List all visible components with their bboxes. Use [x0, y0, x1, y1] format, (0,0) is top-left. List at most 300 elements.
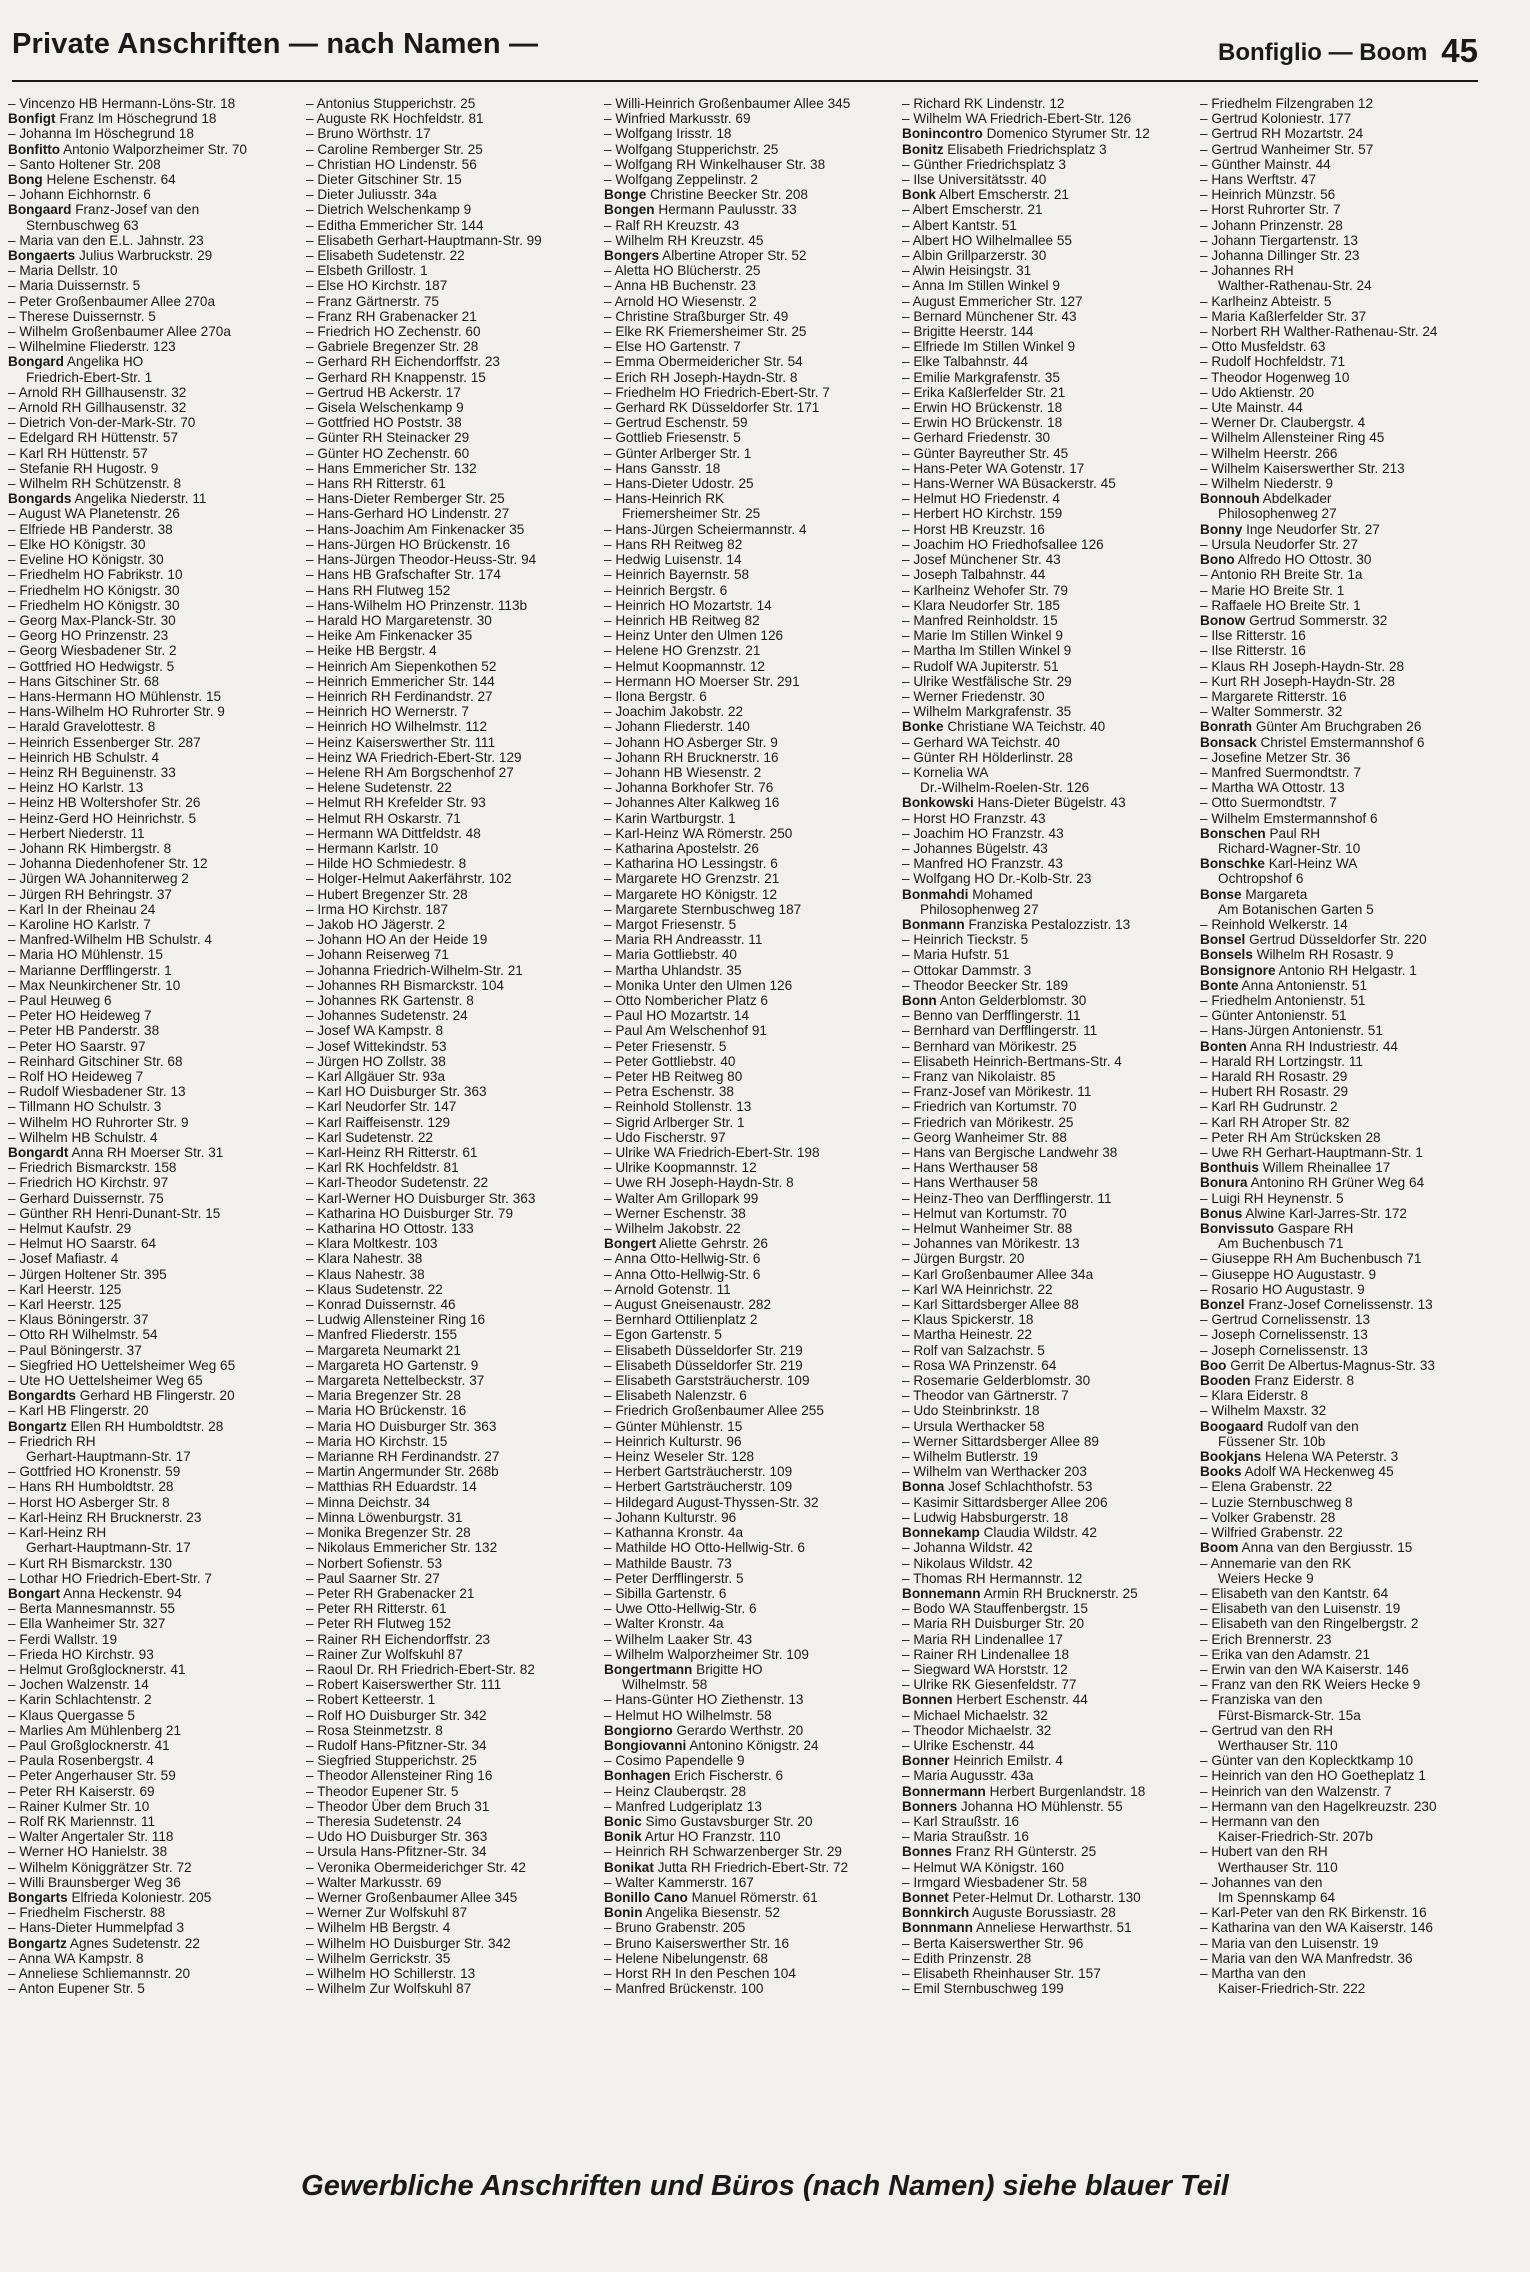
directory-entry: – Theodor Allensteiner Ring 16: [306, 1768, 493, 1784]
directory-entry: – Georg Max-Planck-Str. 30: [8, 612, 176, 628]
directory-entry: – Wilhelm Butlerstr. 19: [902, 1449, 1038, 1465]
directory-entry: Bonner Heinrich Emilstr. 4: [902, 1753, 1063, 1769]
directory-entry: – Friedrich Großenbaumer Allee 255: [604, 1403, 824, 1419]
directory-entry: – Giuseppe HO Augustastr. 9: [1200, 1266, 1377, 1282]
directory-entry: – Margarete HO Grenzstr. 21: [604, 871, 780, 887]
directory-entry: – Heinrich HO Mozartstr. 14: [604, 597, 772, 613]
directory-entry: – Hans Gansstr. 18: [604, 460, 721, 476]
directory-entry: – Hildegard August-Thyssen-Str. 32: [604, 1494, 819, 1510]
directory-entry: – Udo HO Duisburger Str. 363: [306, 1829, 488, 1845]
directory-entry: Kaiser-Friedrich-Str. 222: [1218, 1981, 1366, 1997]
directory-entry: – Anna Otto-Hellwig-Str. 6: [604, 1266, 761, 1282]
directory-entry: – Willi-Heinrich Großenbaumer Allee 345: [604, 96, 851, 111]
directory-entry: – Gisela Welschenkamp 9: [306, 400, 464, 416]
directory-entry: – Reinhold Stollenstr. 13: [604, 1099, 752, 1115]
directory-entry: – Arnold Gotenstr. 11: [604, 1281, 731, 1297]
directory-entry: – Reinhold Welkerstr. 14: [1200, 916, 1348, 932]
directory-entry: Friedrich-Ebert-Str. 1: [26, 369, 153, 385]
directory-entry: – Günther Friedrichsplatz 3: [902, 156, 1066, 172]
directory-entry: – Heinz Clauberqstr. 28: [604, 1783, 747, 1799]
column-4: [902, 96, 1192, 2151]
directory-entry: – Walter Markusstr. 69: [306, 1874, 442, 1890]
directory-entry: Bonhagen Erich Fischerstr. 6: [604, 1768, 784, 1784]
directory-entry: Bonnkirch Auguste Borussiastr. 28: [902, 1905, 1116, 1921]
directory-entry: – Franz RH Grabenacker 21: [306, 308, 477, 324]
directory-entry: – Peter RH Kaiserstr. 69: [8, 1783, 155, 1799]
directory-entry: – Caroline Remberger Str. 25: [306, 141, 483, 157]
directory-entry: – Harald RH Rosastr. 29: [1200, 1069, 1348, 1084]
directory-entry: – Hans RH Ritterstr. 61: [306, 476, 446, 492]
directory-entry: – August WA Planetenstr. 26: [8, 506, 180, 522]
directory-entry: – Heinrich RH Schwarzenberger Str. 29: [604, 1844, 842, 1860]
directory-entry: – Anna HB Buchenstr. 23: [604, 278, 756, 294]
directory-entry: – Heike Am Finkenacker 35: [306, 628, 473, 644]
directory-entry: – Bodo WA Stauffenbergstr. 15: [902, 1601, 1088, 1617]
directory-entry: – Martin Angermunder Str. 268b: [306, 1464, 499, 1480]
directory-entry: – Heinrich van den Walzenstr. 7: [1200, 1783, 1392, 1799]
directory-entry: – Günter RH Steinacker 29: [306, 430, 470, 446]
directory-entry: – Wilhelm HB Schulstr. 4: [8, 1129, 158, 1145]
directory-entry: – Helmut Koopmannstr. 12: [604, 658, 765, 674]
directory-entry: – Johanna Im Höschegrund 18: [8, 126, 194, 142]
directory-entry: – Hans Emmericher Str. 132: [306, 460, 477, 476]
directory-entry: – Karl-Heinz RH Brucknerstr. 23: [8, 1509, 202, 1525]
directory-entry: – Maria HO Kirchstr. 15: [306, 1433, 448, 1449]
directory-entry: Bongartz Agnes Sudetenstr. 22: [8, 1935, 200, 1951]
directory-entry: – Horst Ruhrorter Str. 7: [1200, 202, 1341, 218]
directory-entry: Am Buchenbusch 71: [1218, 1236, 1344, 1252]
directory-entry: – Uwe Otto-Hellwig-Str. 6: [604, 1601, 757, 1617]
directory-entry: – Otto Suermondtstr. 7: [1200, 795, 1337, 811]
directory-entry: – Wilhelm van Werthacker 203: [902, 1464, 1087, 1480]
directory-entry: – Theodor Beecker Str. 189: [902, 977, 1068, 993]
directory-entry: – Johanna Wildstr. 42: [902, 1540, 1033, 1556]
directory-entry: – Gerhard Duissernstr. 75: [8, 1190, 164, 1206]
directory-entry: – Günther RH Henri-Dunant-Str. 15: [8, 1205, 221, 1221]
directory-entry: – Werner Zur Wolfskuhl 87: [306, 1905, 468, 1921]
directory-entry: – Johannes RK Gartenstr. 8: [306, 992, 474, 1008]
directory-entry: Bong Helene Eschenstr. 64: [8, 172, 176, 188]
directory-entry: – Paul Am Welschenhof 91: [604, 1023, 767, 1039]
directory-entry: – Matthias RH Eduardstr. 14: [306, 1479, 477, 1495]
directory-entry: – Arnold HO Wiesenstr. 2: [604, 293, 757, 309]
directory-entry: – Jochen Walzenstr. 14: [8, 1677, 149, 1693]
directory-entry: – Maria van den Luisenstr. 19: [1200, 1935, 1379, 1951]
directory-entry: – Rainer Zur Wolfskuhl 87: [306, 1646, 463, 1662]
directory-entry: – Tillmann HO Schulstr. 3: [8, 1099, 162, 1115]
directory-entry: – Joseph Cornelissenstr. 13: [1200, 1342, 1368, 1358]
directory-entry: – Friedrich RH: [8, 1433, 96, 1449]
directory-entry: – Georg Wanheimer Str. 88: [902, 1129, 1067, 1145]
directory-entry: – Peter Friesenstr. 5: [604, 1038, 727, 1054]
directory-entry: – Joseph Talbahnstr. 44: [902, 567, 1046, 583]
directory-entry: – Wilhelm Walporzheimer Str. 109: [604, 1646, 809, 1662]
directory-entry: – Erich Brennerstr. 23: [1200, 1631, 1332, 1647]
directory-entry: – Hans Werthauser 58: [902, 1175, 1038, 1191]
directory-entry: – Berta Mannesmannstr. 55: [8, 1601, 175, 1617]
directory-entry: – Berta Kaiserswerther Str. 96: [902, 1935, 1084, 1951]
section-title: Private Anschriften — nach Namen —: [12, 28, 539, 60]
directory-entry: – Peter Derfflingerstr. 5: [604, 1570, 744, 1586]
directory-entry: – Udo Steinbrinkstr. 18: [902, 1403, 1040, 1419]
footer-note: Gewerbliche Anschriften und Büros (nach Namen) siehe blauer Teil: [301, 2170, 1229, 2202]
directory-entry: – Luigi RH Heynenstr. 5: [1200, 1190, 1344, 1206]
directory-entry: Bonfigt Franz Im Höschegrund 18: [8, 111, 217, 127]
column-3: [604, 96, 894, 2151]
directory-entry: – Brigitte Heerstr. 144: [902, 324, 1034, 340]
directory-entry: – Manfred HO Franzstr. 43: [902, 856, 1063, 872]
directory-entry: – Josef Münchener Str. 43: [902, 552, 1061, 568]
directory-entry: – Wolfgang Irisstr. 18: [604, 126, 732, 142]
directory-entry: – Hans-Jürgen Theodor-Heuss-Str. 94: [306, 552, 537, 568]
directory-entry: – Winfried Markusstr. 69: [604, 111, 751, 127]
directory-entry: Bongiovanni Antonino Königstr. 24: [604, 1737, 819, 1753]
directory-entry: – Karl-Heinz RH Ritterstr. 61: [306, 1145, 478, 1161]
directory-entry: – Paul Saarner Str. 27: [306, 1570, 440, 1586]
directory-entry: – Karl-Heinz RH: [8, 1525, 107, 1541]
directory-entry: – Minna Löwenburgstr. 31: [306, 1509, 463, 1525]
directory-entry: – Wilhelm Niederstr. 9: [1200, 476, 1333, 492]
directory-entry: – Gottfried HO Hedwigstr. 5: [8, 658, 175, 674]
directory-entry: – Karin Wartburgstr. 1: [604, 810, 736, 826]
directory-entry: – Hans Gitschiner Str. 68: [8, 673, 160, 689]
directory-entry: – Marianne Derfflingerstr. 1: [8, 962, 172, 978]
directory-entry: – Günter Mühlenstr. 15: [604, 1418, 743, 1434]
directory-entry: – Wilhelm RH Schützenstr. 8: [8, 476, 182, 492]
directory-entry: Bonik Artur HO Franzstr. 110: [604, 1829, 781, 1845]
directory-entry: Bonschke Karl-Heinz WA: [1200, 856, 1358, 872]
directory-entry: – Petra Eschenstr. 38: [604, 1084, 734, 1100]
directory-entry: – Ursula Hans-Pfitzner-Str. 34: [306, 1844, 487, 1860]
directory-entry: – Manfred Reinholdstr. 15: [902, 612, 1058, 628]
directory-entry: – Maria Gottliebstr. 40: [604, 947, 737, 963]
directory-entry: – Ludwig Habsburgerstr. 18: [902, 1509, 1069, 1525]
directory-entry: – Maria van den E.L. Jahnstr. 23: [8, 232, 204, 248]
directory-entry: – Helene HO Grenzstr. 21: [604, 643, 761, 659]
directory-entry: Bonk Albert Emscherstr. 21: [902, 187, 1069, 203]
directory-entry: – Egon Gartenstr. 5: [604, 1327, 722, 1343]
directory-entry: – Manfred Ludgeriplatz 13: [604, 1798, 762, 1814]
directory-entry: – Helmut van Kortumstr. 70: [902, 1205, 1067, 1221]
directory-entry: – Friedrich HO Zechenstr. 60: [306, 324, 481, 340]
directory-entry: – Günter HO Zechenstr. 60: [306, 445, 470, 461]
directory-entry: Bonschen Paul RH: [1200, 825, 1321, 841]
directory-entry: – Elisabeth van den Kantstr. 64: [1200, 1585, 1389, 1601]
directory-entry: – Monika Bregenzer Str. 28: [306, 1525, 471, 1541]
directory-entry: – Christian HO Lindenstr. 56: [306, 156, 477, 172]
directory-entry: – Johann Eichhornstr. 6: [8, 187, 151, 203]
directory-entry: – Klara Nahestr. 38: [306, 1251, 423, 1267]
directory-entry: Bonus Alwine Karl-Jarres-Str. 172: [1200, 1205, 1407, 1221]
directory-entry: – Johannes Bügelstr. 43: [902, 840, 1048, 856]
directory-entry: Bongart Anna Heckenstr. 94: [8, 1585, 182, 1601]
directory-entry: Im Spennskamp 64: [1218, 1889, 1336, 1905]
directory-entry: – Anneliese Schliemannstr. 20: [8, 1965, 191, 1981]
directory-entry: – Karl Sudetenstr. 22: [306, 1129, 433, 1145]
directory-entry: – Hans-Dieter Udostr. 25: [604, 476, 754, 492]
directory-entry: – Karl RH Hüttenstr. 57: [8, 445, 148, 461]
directory-entry: – Maria Kaßlerfelder Str. 37: [1200, 308, 1367, 324]
directory-entry: – Rolf RK Mariennstr. 11: [8, 1813, 156, 1829]
directory-entry: – Elsbeth Grillostr. 1: [306, 263, 428, 279]
directory-entry: – Helmut Kaufstr. 29: [8, 1221, 132, 1237]
directory-entry: Bonners Johanna HO Mühlenstr. 55: [902, 1798, 1123, 1814]
directory-entry: Bongards Angelika Niederstr. 11: [8, 491, 207, 507]
directory-entry: Bonkowski Hans-Dieter Bügelstr. 43: [902, 795, 1126, 811]
directory-entry: – Heinz Kaiserswerther Str. 111: [306, 734, 496, 750]
directory-entry: – Horst HO Franzstr. 43: [902, 810, 1046, 826]
directory-entry: – Elisabeth Heinrich-Bertmans-Str. 4: [902, 1053, 1122, 1069]
directory-entry: – Peter HB Reitweg 80: [604, 1069, 743, 1084]
directory-entry: – Margarete Ritterstr. 16: [1200, 688, 1347, 704]
directory-entry: – Maria Hufstr. 51: [902, 947, 1010, 963]
directory-entry: Bonrath Günter Am Bruchgraben 26: [1200, 719, 1422, 735]
directory-entry: – Wilhelm Kaiserswerther Str. 213: [1200, 460, 1405, 476]
directory-entry: – Johann HO Asberger Str. 9: [604, 734, 778, 750]
directory-entry: – Kasimir Sittardsberger Allee 206: [902, 1494, 1108, 1510]
directory-entry: – Gertrud RH Mozartstr. 24: [1200, 126, 1364, 142]
directory-entry: – Günter Bayreuther Str. 45: [902, 445, 1069, 461]
directory-entry: – Wilhelm Emstermannshof 6: [1200, 810, 1378, 826]
directory-entry: – Thomas RH Hermannstr. 12: [902, 1570, 1083, 1586]
directory-entry: – Else HO Gartenstr. 7: [604, 339, 741, 355]
directory-entry: – Hans RH Flutweg 152: [306, 582, 451, 598]
directory-entry: – Franz van Nikolaistr. 85: [902, 1069, 1056, 1084]
directory-entry: – Karl-Peter van den RK Birkenstr. 16: [1200, 1905, 1427, 1921]
directory-entry: – Margareta Nettelbeckstr. 37: [306, 1373, 485, 1389]
directory-entry: – Edelgard RH Hüttenstr. 57: [8, 430, 179, 446]
directory-entry: – Günter Arlberger Str. 1: [604, 445, 752, 461]
directory-entry: – Johanna Dillinger Str. 23: [1200, 248, 1360, 264]
directory-entry: – Theodor Michaelstr. 32: [902, 1722, 1052, 1738]
directory-entry: – Herbert Gartsträucherstr. 109: [604, 1464, 793, 1480]
directory-entry: – Klaus RH Joseph-Haydn-Str. 28: [1200, 658, 1405, 674]
directory-entry: – Hans HB Grafschafter Str. 174: [306, 567, 501, 583]
directory-entry: – Manfred Suermondtstr. 7: [1200, 764, 1361, 780]
directory-entry: – Eveline HO Königstr. 30: [8, 552, 164, 568]
directory-entry: – Jürgen HO Zollstr. 38: [306, 1053, 446, 1069]
directory-entry: – Walter Kronstr. 4a: [604, 1616, 724, 1632]
directory-entry: – Heinrich Kulturstr. 96: [604, 1433, 742, 1449]
directory-entry: Bonic Simo Gustavsburger Str. 20: [604, 1813, 813, 1829]
directory-entry: – Rolf HO Heideweg 7: [8, 1069, 144, 1084]
directory-entry: – Wilhelm Laaker Str. 43: [604, 1631, 753, 1647]
directory-entry: – Hans-Gerhard HO Lindenstr. 27: [306, 506, 510, 522]
directory-entry: – Reinhard Gitschiner Str. 68: [8, 1053, 183, 1069]
directory-entry: – Theodor Hogenweg 10: [1200, 369, 1350, 385]
directory-entry: – Helmut WA Königstr. 160: [902, 1859, 1064, 1875]
directory-entry: – Hans-Jürgen Scheiermannstr. 4: [604, 521, 807, 537]
directory-entry: Bonin Angelika Biesenstr. 52: [604, 1905, 781, 1921]
directory-entry: – Ulrike Eschenstr. 44: [902, 1737, 1035, 1753]
directory-entry: – Arnold RH Gillhausenstr. 32: [8, 400, 187, 416]
directory-entry: – Ute Mainstr. 44: [1200, 400, 1303, 416]
directory-entry: – Norbert Sofienstr. 53: [306, 1555, 443, 1571]
directory-entry: – Albert Kantstr. 51: [902, 217, 1017, 233]
directory-entry: – Martha Uhlandstr. 35: [604, 962, 742, 978]
directory-entry: Philosophenweg 27: [920, 901, 1039, 917]
directory-entry: – Theodor Über dem Bruch 31: [306, 1798, 490, 1814]
directory-entry: – Elke HO Königstr. 30: [8, 536, 146, 552]
directory-entry: – Else HO Kirchstr. 187: [306, 278, 448, 294]
directory-entry: Boo Gerrit De Albertus-Magnus-Str. 33: [1200, 1357, 1435, 1373]
directory-entry: – Gertrud Cornelissenstr. 13: [1200, 1312, 1371, 1328]
directory-entry: Bongarts Elfrieda Koloniestr. 205: [8, 1889, 212, 1905]
directory-entry: – Margarete HO Königstr. 12: [604, 886, 778, 902]
directory-entry: – Helmut RH Krefelder Str. 93: [306, 795, 486, 811]
directory-entry: – Lothar HO Friedrich-Ebert-Str. 7: [8, 1570, 212, 1586]
directory-entry: – Karl-Werner HO Duisburger Str. 363: [306, 1190, 536, 1206]
directory-entry: – Horst RH In den Peschen 104: [604, 1965, 796, 1981]
directory-entry: Bonsel Gertrud Düsseldorfer Str. 220: [1200, 932, 1427, 948]
directory-entry: Bonte Anna Antonienstr. 51: [1200, 977, 1368, 993]
directory-entry: Bonnouh Abdelkader: [1200, 491, 1332, 507]
directory-entry: Bongen Hermann Paulusstr. 33: [604, 202, 797, 218]
directory-entry: Bonsack Christel Emstermannshof 6: [1200, 734, 1425, 750]
directory-entry: – Katharina van den WA Kaiserstr. 146: [1200, 1920, 1433, 1936]
directory-entry: – Friedhelm Fischerstr. 88: [8, 1905, 166, 1921]
directory-entry: – Marlies Am Mühlenberg 21: [8, 1722, 182, 1738]
directory-entry: – Otto Nombericher Platz 6: [604, 992, 768, 1008]
directory-entry: – Friedrich HO Kirchstr. 97: [8, 1175, 169, 1191]
directory-entry: – Wilhelm Heerstr. 266: [1200, 445, 1338, 461]
directory-entry: Bonnermann Herbert Burgenlandstr. 18: [902, 1783, 1146, 1799]
directory-entry: – Wolfgang Zeppelinstr. 2: [604, 172, 758, 188]
directory-entry: – Anna WA Kampstr. 8: [8, 1950, 144, 1966]
directory-entry: – Theodor Eupener Str. 5: [306, 1783, 459, 1799]
directory-entry: – Erwin HO Brückenstr. 18: [902, 415, 1063, 431]
directory-entry: – Heinz WA Friedrich-Ebert-Str. 129: [306, 749, 522, 765]
directory-entry: – Josef WA Kampstr. 8: [306, 1023, 443, 1039]
directory-entry: – Gertrud Koloniestr. 177: [1200, 111, 1352, 127]
directory-entry: Richard-Wagner-Str. 10: [1218, 840, 1361, 856]
directory-entry: – Albert HO Wilhelmallee 55: [902, 232, 1072, 248]
directory-entry: – Erwin HO Brückenstr. 18: [902, 400, 1063, 416]
directory-entry: – Klaus Böningerstr. 37: [8, 1312, 149, 1328]
directory-entry: – Rolf van Salzachstr. 5: [902, 1342, 1045, 1358]
directory-entry: – Klara Eiderstr. 8: [1200, 1388, 1309, 1404]
directory-entry: – Martha van den: [1200, 1965, 1306, 1981]
directory-entry: – Wilhelm Gerrickstr. 35: [306, 1950, 451, 1966]
directory-entry: – Elisabeth van den Ringelbergstr. 2: [1200, 1616, 1419, 1632]
directory-entry: – Uwe RH Joseph-Haydn-Str. 8: [604, 1175, 794, 1191]
directory-entry: – Giuseppe RH Am Buchenbusch 71: [1200, 1251, 1422, 1267]
directory-entry: – Dieter Gitschiner Str. 15: [306, 172, 462, 188]
directory-entry: – Theodor van Gärtnerstr. 7: [902, 1388, 1069, 1404]
directory-entry: – Elisabeth Sudetenstr. 22: [306, 248, 465, 264]
directory-entry: – Karl HO Duisburger Str. 363: [306, 1084, 487, 1100]
directory-entry: – Peter HO Saarstr. 97: [8, 1038, 146, 1054]
directory-entry: – Irma HO Kirchstr. 187: [306, 901, 449, 917]
directory-entry: – Johann HB Wiesenstr. 2: [604, 764, 762, 780]
directory-entry: – Elisabeth Düsseldorfer Str. 219: [604, 1342, 803, 1358]
directory-entry: – Gertrud Wanheimer Str. 57: [1200, 141, 1374, 157]
directory-entry: – Stefanie RH Hugostr. 9: [8, 460, 159, 476]
directory-entry: – Heinz RH Beguinenstr. 33: [8, 764, 176, 780]
directory-entry: – Walter Kammerstr. 167: [604, 1874, 754, 1890]
directory-entry: – Peter RH Ritterstr. 61: [306, 1601, 447, 1617]
directory-entry: – Friedhelm HO Friedrich-Ebert-Str. 7: [604, 384, 830, 400]
directory-entry: – Hans-Peter WA Gotenstr. 17: [902, 460, 1085, 476]
directory-entry: – Johanna Borkhofer Str. 76: [604, 780, 774, 796]
directory-entry: – Klaus Quergasse 5: [8, 1707, 135, 1723]
column-2: [306, 96, 596, 2151]
directory-entry: – Heinrich HB Reitweg 82: [604, 612, 760, 628]
directory-entry: Bonnen Herbert Eschenstr. 44: [902, 1692, 1088, 1708]
directory-entry: – Wolfgang Stupperichstr. 25: [604, 141, 779, 157]
directory-entry: – Elfriede Im Stillen Winkel 9: [902, 339, 1076, 355]
directory-entry: – Helmut Großglocknerstr. 41: [8, 1661, 186, 1677]
directory-entry: – Marie Im Stillen Winkel 9: [902, 628, 1063, 644]
directory-entry: – Emilie Markgrafenstr. 35: [902, 369, 1060, 385]
directory-entry: – Holger-Helmut Aakerfährstr. 102: [306, 871, 512, 887]
directory-entry: – Wilhelmine Fliederstr. 123: [8, 339, 176, 355]
directory-entry: – Margot Friesenstr. 5: [604, 916, 737, 932]
directory-entry: Bonny Inge Neudorfer Str. 27: [1200, 521, 1380, 537]
directory-entry: – Jakob HO Jägerstr. 2: [306, 916, 446, 932]
directory-entry: – Anna Im Stillen Winkel 9: [902, 278, 1060, 294]
directory-entry: – Friedhelm HO Königstr. 30: [8, 597, 180, 613]
directory-entry: – Ludwig Allensteiner Ring 16: [306, 1312, 486, 1328]
directory-entry: – Heinz-Gerd HO Heinrichstr. 5: [8, 810, 197, 826]
directory-entry: – Gerhard RK Düsseldorfer Str. 171: [604, 400, 820, 416]
directory-entry: Gerhart-Hauptmann-Str. 17: [26, 1540, 191, 1556]
page-number: 45: [1441, 32, 1478, 69]
directory-entry: – Horst HO Asberger Str. 8: [8, 1494, 170, 1510]
directory-entry: – Heike HB Bergstr. 4: [306, 643, 437, 659]
directory-entry: – Paul Heuweg 6: [8, 992, 112, 1008]
directory-entry: Sternbuschweg 63: [26, 217, 139, 233]
directory-entry: – Johannes Sudetenstr. 24: [306, 1008, 468, 1024]
directory-entry: – Elfriede HB Panderstr. 38: [8, 521, 173, 537]
directory-entry: – Heinrich HO Wilhelmstr. 112: [306, 719, 488, 735]
directory-entry: – Hermann WA Dittfeldstr. 48: [306, 825, 481, 841]
directory-entry: Bonincontro Domenico Styrumer Str. 12: [902, 126, 1150, 142]
directory-entry: Füssener Str. 10b: [1218, 1433, 1326, 1449]
directory-entry: – Günter RH Hölderlinstr. 28: [902, 749, 1073, 765]
directory-entry: Bonzel Franz-Josef Cornelissenstr. 13: [1200, 1297, 1433, 1313]
directory-entry: – Elisabeth Gerhart-Hauptmann-Str. 99: [306, 232, 542, 248]
directory-entry: – Willi Braunsberger Weg 36: [8, 1874, 181, 1890]
directory-entry: – Heinrich van den HO Goetheplatz 1: [1200, 1768, 1426, 1784]
directory-entry: – Gerhard RH Eichendorffstr. 23: [306, 354, 500, 370]
directory-entry: Bonillo Cano Manuel Römerstr. 61: [604, 1889, 818, 1905]
directory-entry: – Günther Mainstr. 44: [1200, 156, 1331, 172]
directory-entry: Bonthuis Willem Rheinallee 17: [1200, 1160, 1391, 1176]
directory-entry: – Heinrich Essenberger Str. 287: [8, 734, 201, 750]
directory-entry: – Helmut Wanheimer Str. 88: [902, 1221, 1073, 1237]
directory-entry: – Elisabeth Nalenzstr. 6: [604, 1388, 747, 1404]
directory-entry: – Peter HB Panderstr. 38: [8, 1023, 160, 1039]
directory-entry: – Helmut HO Friedenstr. 4: [902, 491, 1060, 507]
directory-entry: Bonnmann Anneliese Herwarthstr. 51: [902, 1920, 1132, 1936]
directory-entry: – Friedrich van Mörikestr. 25: [902, 1114, 1074, 1130]
directory-entry: – Raffaele HO Breite Str. 1: [1200, 597, 1361, 613]
directory-entry: – Peter Großenbaumer Allee 270a: [8, 293, 216, 309]
directory-entry: – Jürgen Burgstr. 20: [902, 1251, 1025, 1267]
directory-entry: – Maria HO Mühlenstr. 15: [8, 947, 163, 963]
directory-entry: Bonke Christiane WA Teichstr. 40: [902, 719, 1106, 735]
directory-entry: – Siegfried Stupperichstr. 25: [306, 1753, 477, 1769]
directory-entry: – Johannes Alter Kalkweg 16: [604, 795, 780, 811]
directory-entry: – Rudolf Hochfeldstr. 71: [1200, 354, 1346, 370]
directory-entry: – Hans-Wilhelm HO Ruhrorter Str. 9: [8, 704, 225, 720]
directory-entry: – Paula Rosenbergstr. 4: [8, 1753, 154, 1769]
directory-entry: – Nikolaus Wildstr. 42: [902, 1555, 1033, 1571]
directory-entry: – Gabriele Bregenzer Str. 28: [306, 339, 479, 355]
directory-entry: – Hans-Werner WA Büsackerstr. 45: [902, 476, 1116, 492]
directory-entry: Booden Franz Eiderstr. 8: [1200, 1373, 1355, 1389]
